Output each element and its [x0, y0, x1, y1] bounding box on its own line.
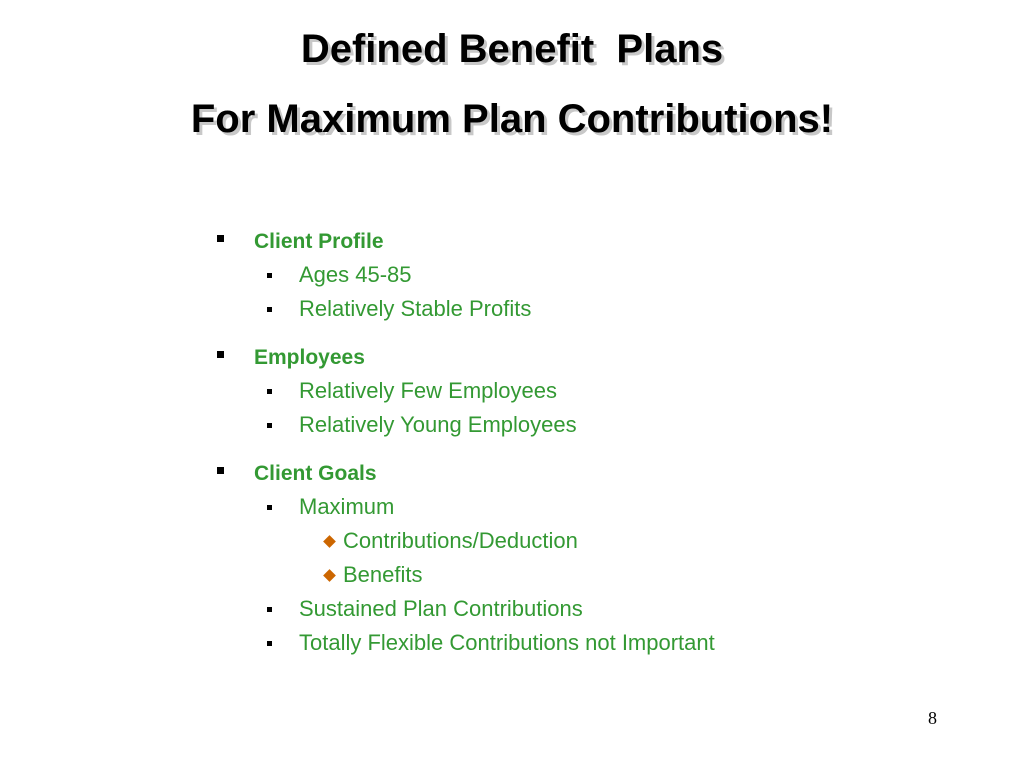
square-bullet-icon — [217, 351, 224, 358]
small-square-bullet-icon — [267, 607, 272, 612]
section-heading-client-profile — [254, 228, 384, 255]
list-item-label: Ages 45-85 — [299, 262, 412, 287]
square-bullet-icon — [217, 467, 224, 474]
section-heading-client-goals — [254, 460, 377, 487]
sub-list-item — [343, 528, 578, 554]
list-item — [299, 262, 412, 288]
small-square-bullet-icon — [267, 307, 272, 312]
small-square-bullet-icon — [267, 505, 272, 510]
small-square-bullet-icon — [267, 273, 272, 278]
section-heading-label: Client Profile — [254, 230, 384, 253]
list-item — [299, 630, 715, 656]
section-heading-employees — [254, 344, 365, 371]
slide-title-line-1: Defined Benefit Plans — [300, 27, 724, 71]
list-item-label: Totally Flexible Contributions not Important — [299, 630, 715, 655]
list-item — [299, 494, 394, 520]
diamond-bullet-icon — [323, 569, 336, 582]
list-item — [299, 412, 577, 438]
list-item — [299, 596, 583, 622]
list-item-label: Maximum — [299, 494, 395, 519]
small-square-bullet-icon — [267, 389, 272, 394]
page-number: 8 — [928, 708, 937, 728]
list-item-label: Sustained Plan Contributions — [299, 596, 583, 621]
section-heading-label: Employees — [254, 346, 365, 369]
list-item-label: Relatively Stable Profits — [299, 296, 532, 321]
sub-list-item-label: Benefits — [343, 562, 423, 587]
sub-list-item-label: Contributions/Deduction — [343, 528, 578, 553]
diamond-bullet-icon — [323, 535, 336, 548]
list-item-label: Relatively Young Employees — [299, 412, 577, 437]
list-item — [299, 296, 531, 322]
small-square-bullet-icon — [267, 423, 272, 428]
slide-title-line-2: For Maximum Plan Contributions! — [190, 97, 834, 141]
section-heading-label: Client Goals — [254, 462, 377, 485]
list-item — [299, 378, 557, 404]
square-bullet-icon — [217, 235, 224, 242]
sub-list-item — [343, 562, 423, 588]
small-square-bullet-icon — [267, 641, 272, 646]
list-item-label: Relatively Few Employees — [299, 378, 557, 403]
